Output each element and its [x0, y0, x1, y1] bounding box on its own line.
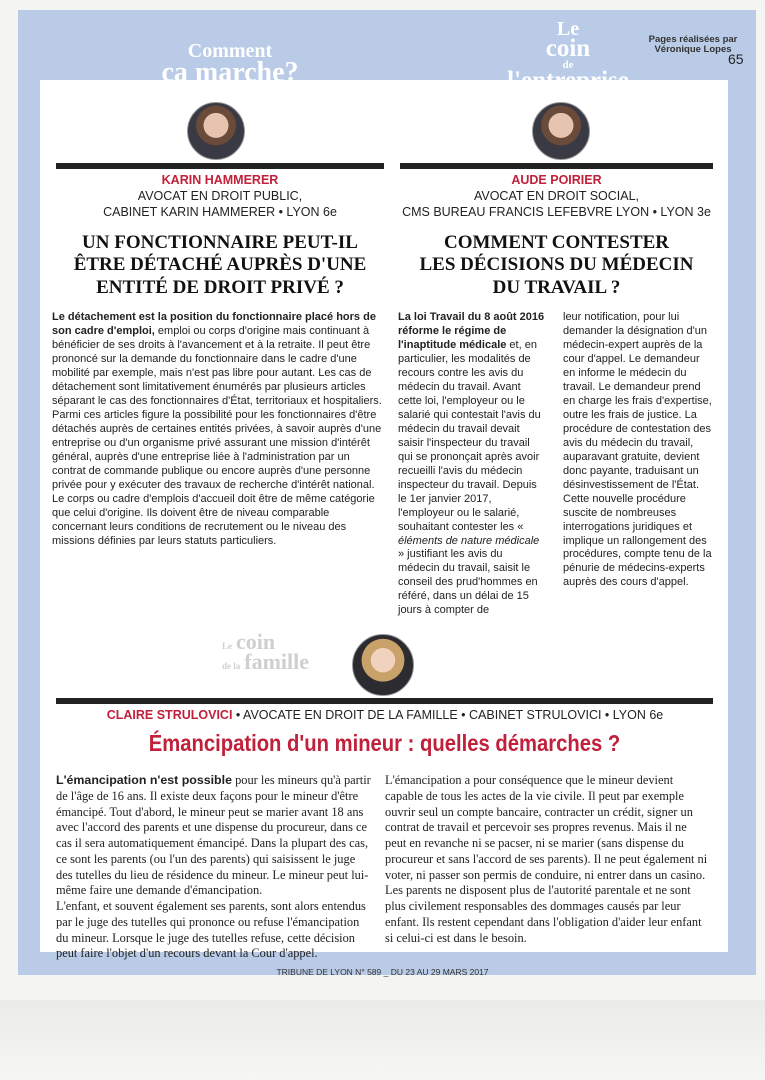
article-column-2: leur notification, pour lui demander la désignation d'un médecin-expert auprès de la cour d'appel. Le demandeur en informe le médecin du travail. Le demandeur prend en charge les frais d'expertise, outre les frais de justice. La procédure de contestation des avis du médecin du travail, auparavant gratuite, devient donc payante, traduisant un désinvestissement de l'État. Cette nouvelle procédure suscite de nombreuses interrogations juridiques et implique un rallongement des procédures, compte tenu de la pénurie de médecins-experts auprès des cours d'appel. — [563, 311, 712, 589]
family-column-1: L'émancipation n'est possible pour les mineurs qu'à partir de l'âge de 16 ans. Il existe deux façons pour le mineur d'être émancipé. Tout d'abord, le mineur peut se marier avant 18 ans avec l'accord des parents et une dispense du procureur, dans ce cas il sera automatiquement émancipé. Dans la plupart des cas, ce sont les parents (ou l'un des parents) qui saisissent le juge des tutelles du lieu de résidence du mineur. Le mineur peut lui-même faire une demande d'émancipation. L'enfant, et souvent également ses parents, sont alors entendus par le juge des tutelles qui prononce ou refuse l'émancipation du mineur. Lorsque le juge des tutelles refuse, cette décision peut faire l'objet d'un recours devant la Cour d'appel. — [56, 773, 371, 961]
article-column-1: La loi Travail du 8 août 2016 réforme le régime de l'inaptitude médicale et, en particulier, les modalités de recours contre les avis du médecin du travail. Avant cette loi, l'employeur ou le salarié qui contestait l'avis du médecin du travail devait saisir l'inspecteur du travail qui se prononçait après avoir recueilli l'avis du médecin inspecteur du travail. Depuis le 1er janvier 2017, l'employeur ou le salarié, souhaitant contester les « éléments de nature médicale » justifiant les avis du médecin du travail, saisit le conseil des prud'hommes en référé, dans un délai de 15 jours à compter de — [398, 311, 545, 617]
author-name: AUDE POIRIER — [511, 173, 602, 187]
article-body: Le détachement est la position du fonctionnaire placé hors de son cadre d'emploi, emploi ou corps d'origine mais continuant à bénéficier de ses droits à l'avancement et à la retraite. Il peut être prononcé sur la demande du fonctionnaire dans le cadre d'une mobilité par exemple, mais n'est pas libre pour autant. Les cas de détachement sont limitativement énumérés par plusieurs articles séparant le cas des fonctionnaires d'État, territoriaux et hospitaliers. Parmi ces articles figure la possibilité pour les fonctionnaires d'être détachés auprès de certaines entités privées, à savoir auprès d'une entreprise ou d'un organisme privé assurant une mission d'intérêt général, auprès d'une entreprise liée à l'administration par un contrat de commande publique ou encore auprès d'une personne privée pour y exécuter des travaux de recherche d'intérêt national. Le corps ou cadre d'emplois d'accueil doit être de même catégorie que celui d'origine. Ils doivent être de niveau comparable concernant leurs conditions de recrutement ou le niveau des missions définies par leurs statuts particuliers. — [52, 311, 382, 547]
author-name: KARIN HAMMERER — [161, 173, 279, 187]
page-number: 65 — [728, 51, 744, 67]
article-title: Émancipation d'un mineur : quelles démarches ? — [148, 730, 621, 756]
article-question: COMMENT CONTESTER LES DÉCISIONS DU MÉDECIN DU TRAVAIL ? — [419, 232, 694, 298]
page-bottom — [0, 1000, 765, 1080]
author-photo-claire — [352, 634, 414, 696]
author-photo-aude — [532, 102, 590, 160]
section-rule — [400, 163, 713, 169]
rubric-comment-ca-marche: Comment ça marche? — [161, 40, 299, 88]
page-footer: TRIBUNE DE LYON N° 589 _ DU 23 AU 29 MARS 2017 — [276, 967, 489, 977]
rubric-coin-famille: Le coin de la famille — [222, 629, 310, 675]
credit: Pages réalisées par Véronique Lopes — [648, 34, 738, 55]
author-photo-karin — [187, 102, 245, 160]
section-rule — [56, 698, 713, 704]
rubric-coin-entreprise: Le coin de l'entreprise — [507, 18, 629, 95]
article-question: UN FONCTIONNAIRE PEUT-IL ÊTRE DÉTACHÉ AUPRÈS D'UNE ENTITÉ DE DROIT PRIVÉ ? — [73, 232, 367, 298]
author-byline: CLAIRE STRULOVICI • AVOCATE EN DROIT DE LA FAMILLE • CABINET STRULOVICI • LYON 6e — [106, 708, 664, 722]
family-column-2: L'émancipation a pour conséquence que le mineur devient capable de tous les actes de la vie civile. Il peut par exemple ouvrir seul un compte bancaire, contracter un crédit, signer un contrat de travail et percevoir ses propres revenus. Mais il ne peut en revanche ni se pacser, ni se marier (sans dispense du procureur et sans l'accord de ses parents). Il ne peut également ni voter, ni passer son permis de conduire, ni entrer dans un casino. Les parents ne disposent plus de l'autorité parentale et ne sont plus civilement responsables des dommages causés par leur enfant. Ils restent cependant dans l'obligation d'aider leur enfant si celui-ci est dans le besoin. — [385, 773, 708, 945]
section-rule — [56, 163, 384, 169]
author-role: AVOCAT EN DROIT PUBLIC, CABINET KARIN HAMMERER • LYON 6e — [103, 189, 337, 219]
author-role: AVOCAT EN DROIT SOCIAL, CMS BUREAU FRANCIS LEFEBVRE LYON • LYON 3e — [402, 189, 711, 219]
